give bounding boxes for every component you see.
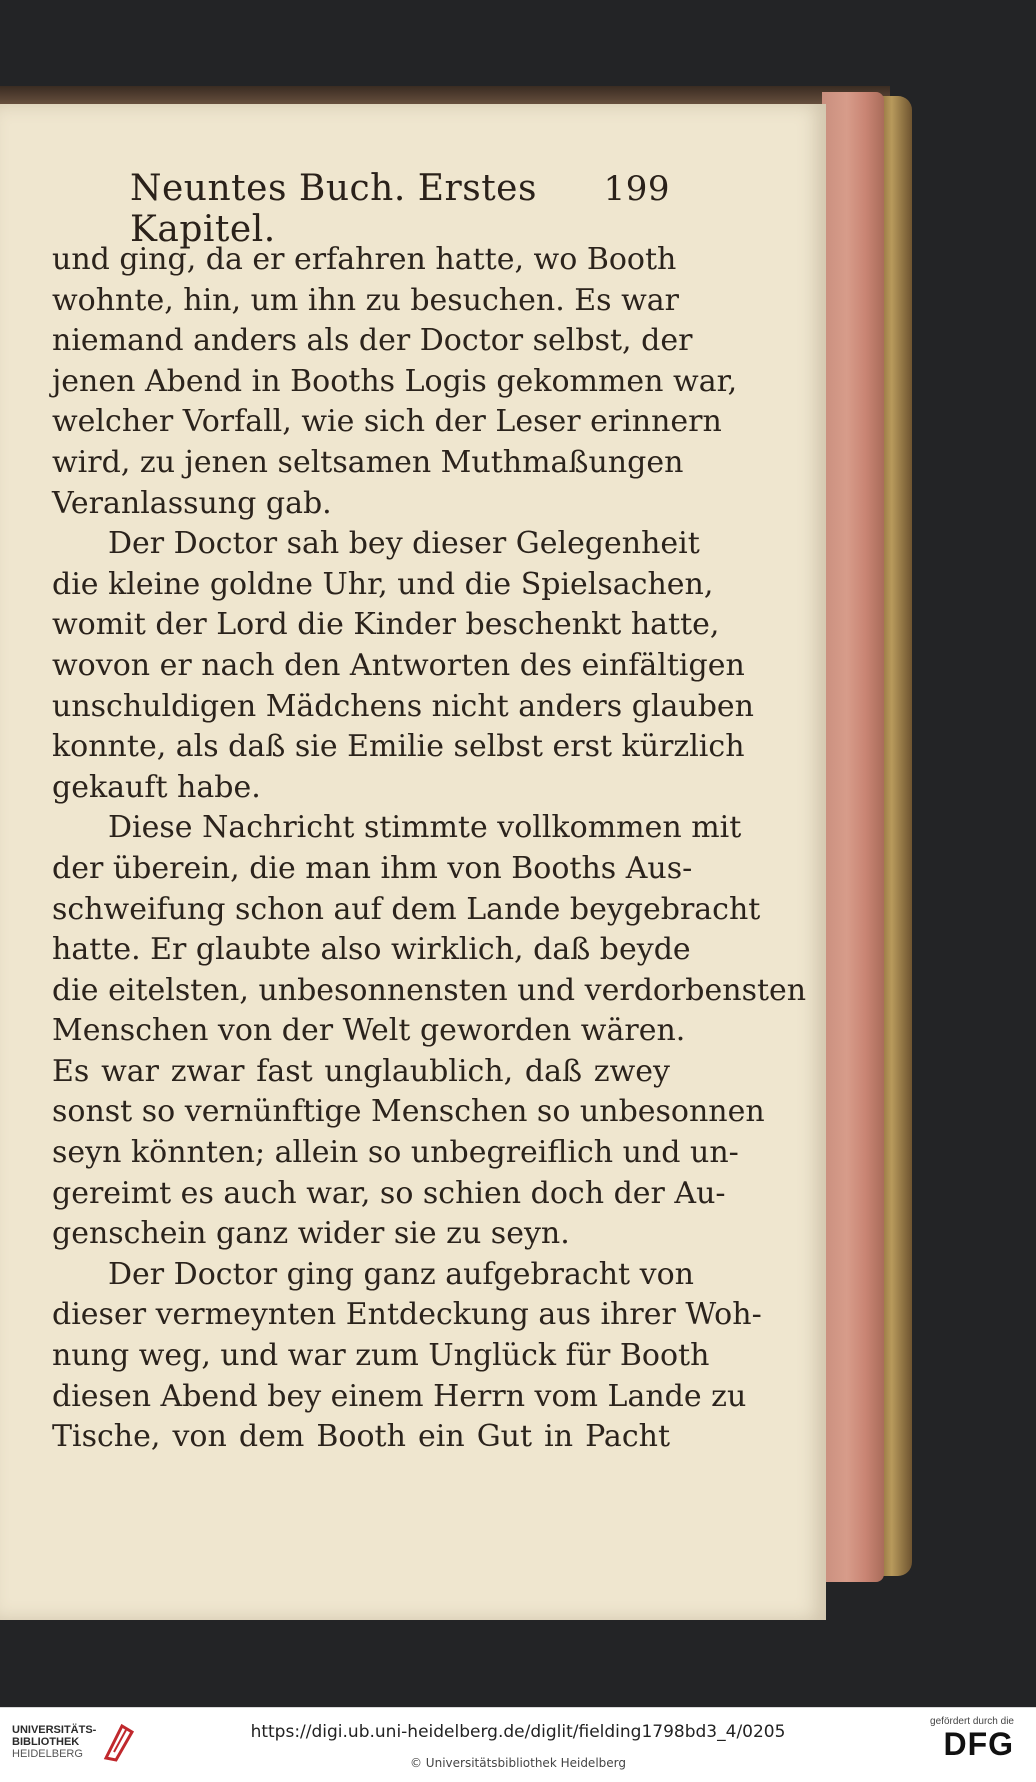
text-line: dieser vermeynten Entdeckung aus ihrer Woh- [52,1297,762,1333]
book-top-edge [0,86,890,106]
text-line: konnte, als daß sie Emilie selbst erst kürzlich [52,729,745,765]
text-line: Es war zwar fast unglaublich, daß zwey [52,1053,670,1089]
text-line: nung weg, und war zum Unglück für Booth [52,1338,710,1374]
logo-line-3: HEIDELBERG [12,1748,83,1760]
text-line: jenen Abend in Booths Logis gekommen war, [52,363,738,399]
text-line: wohnte, hin, um ihn zu besuchen. Es war [52,282,679,318]
text-line: seyn könnten; allein so unbegreiflich und un- [52,1135,739,1171]
text-line: genschein ganz wider sie zu seyn. [52,1216,570,1252]
text-line: welcher Vorfall, wie sich der Leser erinnern [52,404,722,440]
logo-line-1: UNIVERSITÄTS- [12,1724,97,1736]
text-line: der überein, die man ihm von Booths Aus- [52,850,693,886]
text-line: wird, zu jenen seltsamen Muthmaßungen [52,444,684,480]
dfg-logo[interactable] [930,1716,1014,1761]
text-line: Der Doctor ging ganz aufgebracht von [108,1256,694,1292]
text-line: Diese Nachricht stimmte vollkommen mit [108,810,742,846]
running-head: Neuntes Buch. Erstes Kapitel. [130,168,537,250]
logo-line-2: BIBLIOTHEK [12,1736,80,1748]
text-line: die eitelsten, unbesonnensten und verdorbensten [52,972,807,1008]
body-text [52,240,807,1458]
text-line: sonst so vernünftige Menschen so unbesonnen [52,1094,765,1130]
text-line: hatte. Er glaubte also wirklich, daß beyde [52,932,691,968]
funding-note: gefördert durch die [930,1716,1014,1727]
text-line: und ging, da er erfahren hatte, wo Booth [52,242,677,277]
permalink-url[interactable]: https://digi.ub.uni-heidelberg.de/diglit/fielding1798bd3_4/0205 [250,1722,786,1742]
text-line: niemand anders als der Doctor selbst, der [52,323,693,359]
book-page [0,104,826,1620]
text-line: Menschen von der Welt geworden wären. [52,1013,686,1049]
page-block-edge [822,92,884,1582]
text-line: gekauft habe. [52,769,261,805]
text-line: Veranlassung gab. [52,485,332,521]
text-line: Der Doctor sah bey dieser Gelegenheit [108,526,700,562]
text-line: wovon er nach den Antworten des einfältigen [52,647,745,683]
text-line: gereimt es auch war, so schien doch der Au- [52,1175,726,1211]
viewer-footer [0,1707,1036,1782]
text-line: unschuldigen Mädchens nicht anders glauben [52,688,754,724]
running-header [130,168,670,250]
text-line: diesen Abend bey einem Herrn vom Lande zu [52,1378,747,1414]
page-number: 199 [603,169,670,209]
copyright-notice: © Universitätsbibliothek Heidelberg [409,1756,626,1770]
text-line: die kleine goldne Uhr, und die Spielsachen, [52,566,714,602]
funder-name: DFG [943,1726,1014,1762]
text-line: schweifung schon auf dem Lande beygebracht [52,891,761,927]
text-line: womit der Lord die Kinder beschenkt hatte, [52,607,720,643]
text-line: Tische, von dem Booth ein Gut in Pacht [52,1419,670,1455]
